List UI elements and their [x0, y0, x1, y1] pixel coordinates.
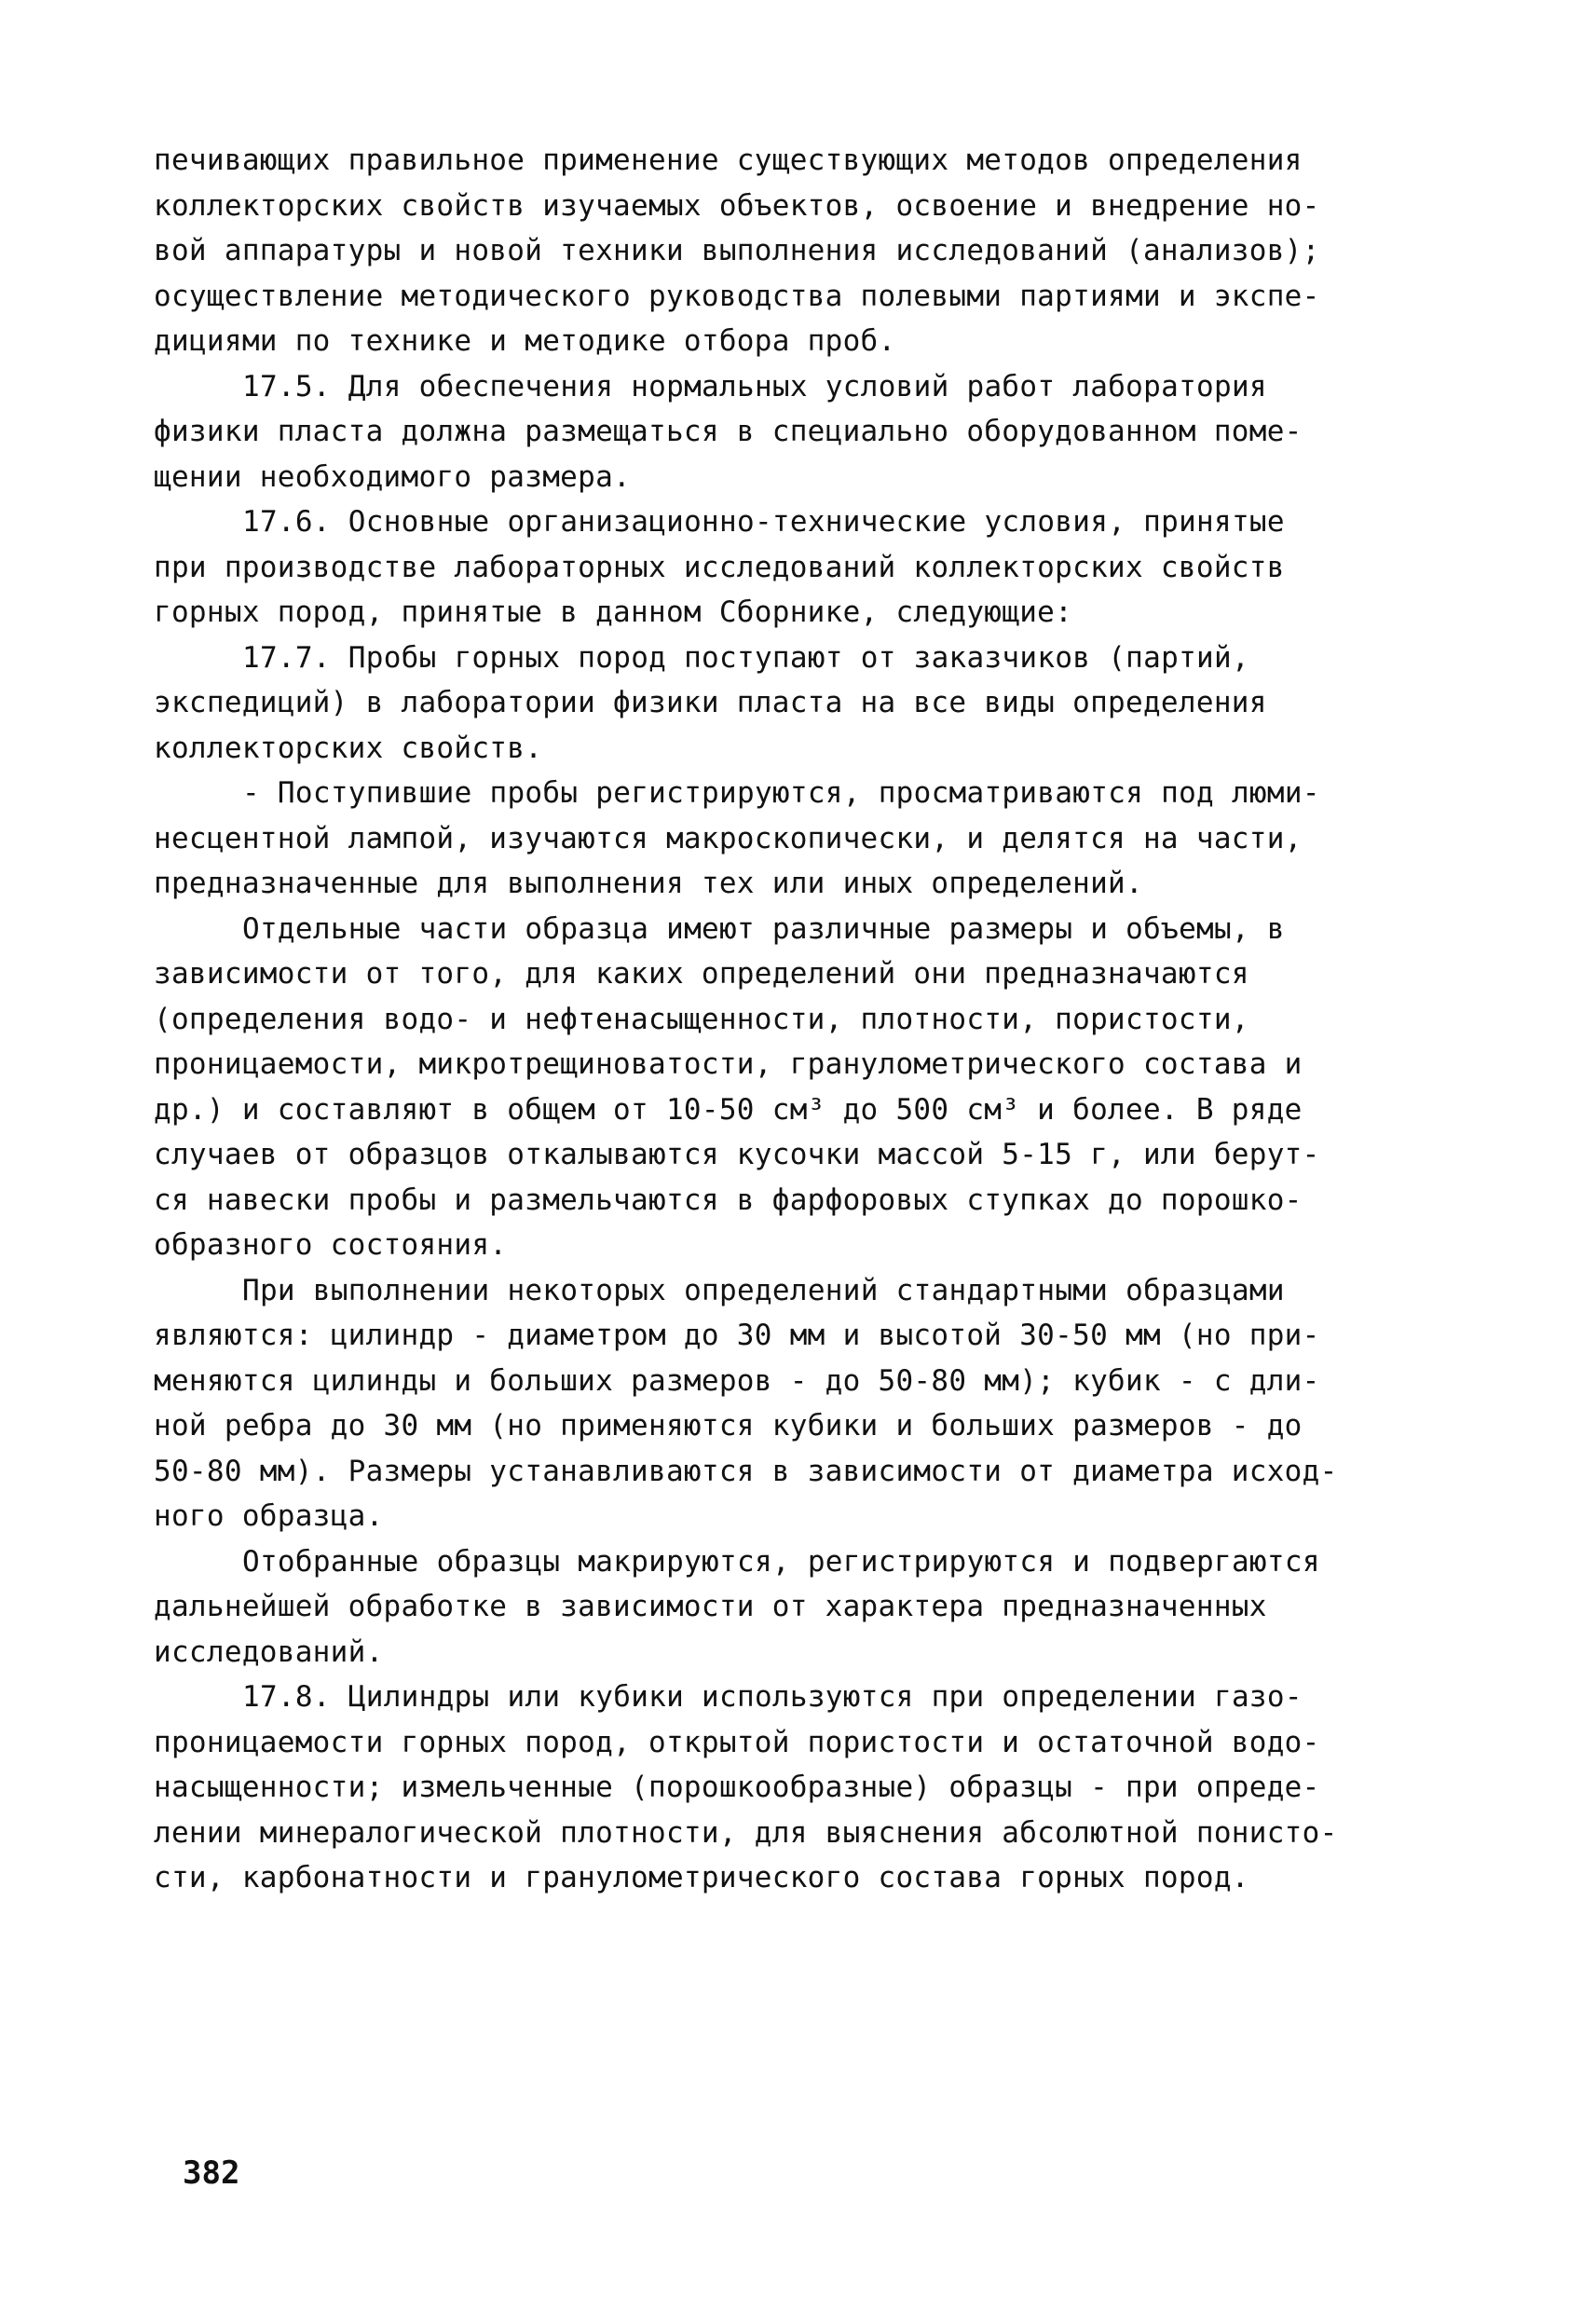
text-line: сти, карбонатности и гранулометрического состава горных пород.	[154, 1861, 1249, 1894]
paragraph-17-7-first-line: 17.7. Пробы горных пород поступают от заказчиков (партий,	[242, 640, 1249, 675]
page-number: 382	[183, 2154, 240, 2192]
text-line: исследований.	[154, 1634, 384, 1669]
text-line: физики пласта должна размещаться в специально оборудованном поме-	[154, 415, 1303, 448]
paragraph-first-line: - Поступившие пробы регистрируются, просматриваются под люми-	[242, 776, 1320, 810]
text-line: экспедиций) в лаборатории физики пласта на все виды определения	[154, 686, 1267, 719]
paragraph-17-6-first-line: 17.6. Основные организационно-технические условия, принятые	[242, 505, 1285, 539]
text-line: дициями по технике и методике отбора проб.	[154, 324, 896, 358]
paragraph-first-line: Отобранные образцы макрируются, регистрируются и подвергаются	[242, 1544, 1320, 1579]
text-line: при производстве лабораторных исследований коллекторских свойств	[154, 550, 1285, 584]
text-line: 50-80 мм). Размеры устанавливаются в зависимости от диаметра исход-	[154, 1454, 1338, 1488]
text-line: коллекторских свойств.	[154, 731, 543, 765]
text-line: случаев от образцов откалываются кусочки массой 5-15 г, или берут-	[154, 1138, 1320, 1171]
text-line: являются: цилиндр - диаметром до 30 мм и высотой 30-50 мм (но при-	[154, 1319, 1320, 1352]
text-line: осуществление методического руководства полевыми партиями и экспе-	[154, 279, 1320, 313]
text-line: насыщенности; измельченные (порошкообразные) образцы - при опреде-	[154, 1771, 1320, 1804]
text-line: щении необходимого размера.	[154, 459, 632, 494]
paragraph-17-8-first-line: 17.8. Цилиндры или кубики используются при определении газо-	[242, 1680, 1303, 1714]
text-line: проницаемости горных пород, открытой пористости и остаточной водо-	[154, 1725, 1320, 1759]
text-line: лении минералогической плотности, для выяснения абсолютной понисто-	[154, 1815, 1338, 1850]
text-line: ного образца.	[154, 1499, 384, 1533]
text-line: (определения водо- и нефтенасыщенности, плотности, пористости,	[154, 1002, 1249, 1036]
paragraph-first-line: При выполнении некоторых определений стандартными образцами	[242, 1273, 1285, 1307]
text-line: зависимости от того, для каких определений они предназначаются	[154, 957, 1249, 991]
text-line: горных пород, принятые в данном Сборнике, следующие:	[154, 595, 1073, 629]
body-text	[154, 138, 1453, 1901]
text-line: образного состояния.	[154, 1228, 508, 1262]
text-line: коллекторских свойств изучаемых объектов, освоение и внедрение но-	[154, 188, 1320, 223]
text-line: печивающих правильное применение существующих методов определения	[154, 144, 1303, 177]
paragraph-17-5-first-line: 17.5. Для обеспечения нормальных условий работ лаборатория	[242, 369, 1267, 403]
text-line: др.) и составляют в общем от 10-50 см³ до 500 см³ и более. В ряде	[154, 1092, 1303, 1127]
text-line: ной ребра до 30 мм (но применяются кубики и больших размеров - до	[154, 1409, 1303, 1443]
text-line: проницаемости, микротрещиноватости, гранулометрического состава и	[154, 1047, 1303, 1081]
paragraph-first-line: Отдельные части образца имеют различные размеры и объемы, в	[242, 911, 1285, 946]
text-line: ся навески пробы и размельчаются в фарфоровых ступках до порошко-	[154, 1183, 1303, 1217]
text-line: вой аппаратуры и новой техники выполнения исследований (анализов);	[154, 234, 1320, 267]
text-line: дальнейшей обработке в зависимости от характера предназначенных	[154, 1590, 1267, 1623]
text-line: меняются цилинды и больших размеров - до 50-80 мм); кубик - с дли-	[154, 1363, 1320, 1398]
text-line: несцентной лампой, изучаются макроскопически, и делятся на части,	[154, 821, 1303, 855]
text-line: предназначенные для выполнения тех или иных определений.	[154, 867, 1143, 900]
